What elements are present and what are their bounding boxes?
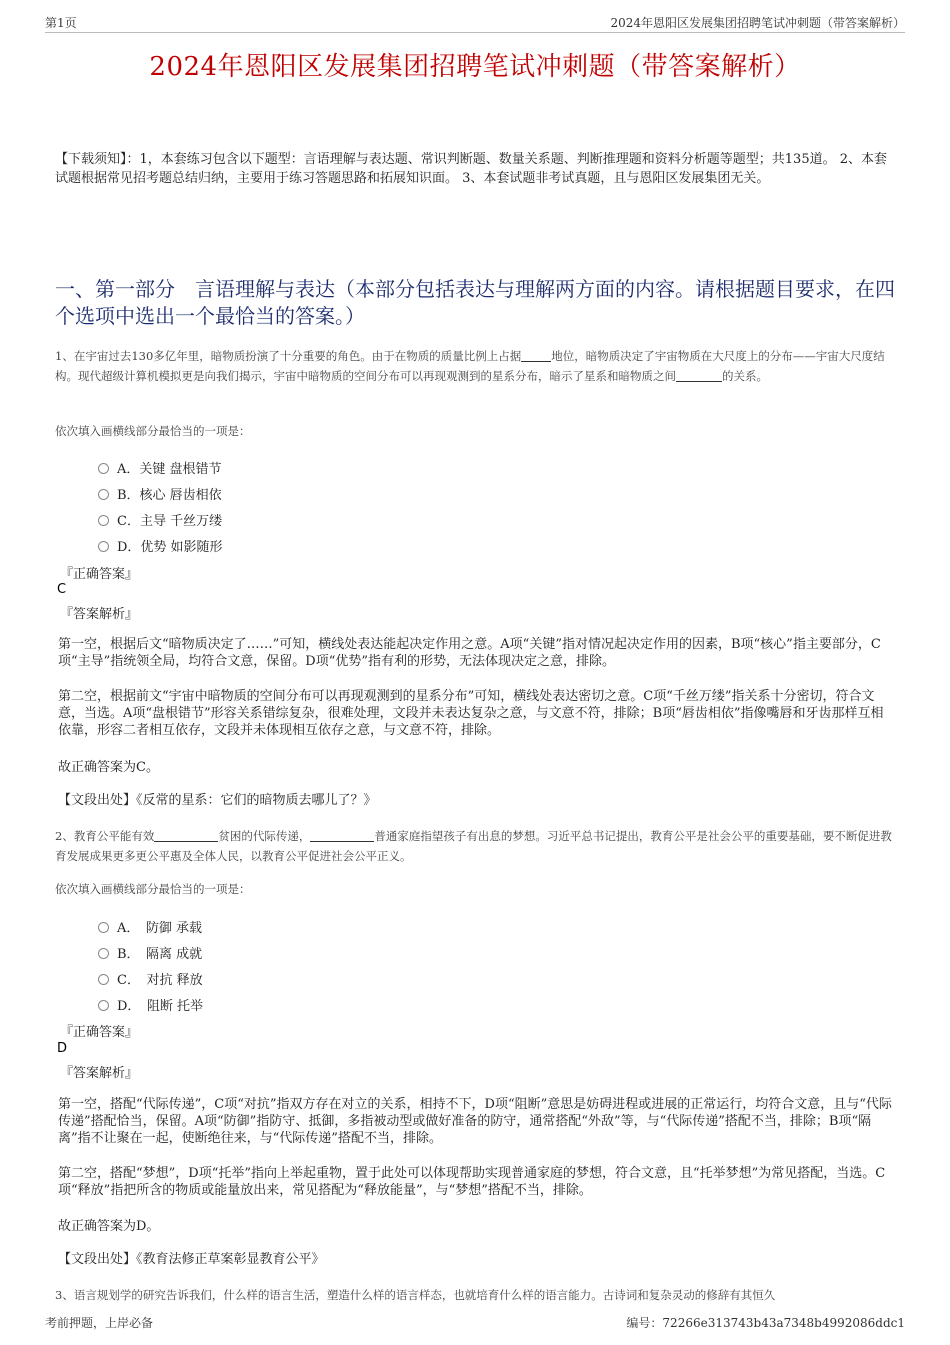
- q2-conclusion: 故正确答案为D。: [58, 1219, 160, 1234]
- q2-analysis-paragraph: 第二空，搭配“梦想”，D项“托举”指向上举起重物，置于此处可以体现帮助实现普通家庭的梦想，符合文意，且“托举梦想”为常见搭配，当选。C项“释放”指把所含的物质或能量放出来，常见搭配为“释放能量”，与“梦想”搭配不当，排除。: [58, 1166, 886, 1198]
- question-2-hint: 依次填入画横线部分最恰当的一项是：: [55, 882, 251, 896]
- section-heading: 一、第一部分 言语理解与表达（本部分包括表达与理解两方面的内容。请根据题目要求，在四个选项中选出一个最恰当的答案。）: [55, 277, 895, 328]
- q1-option-c[interactable]: C．主导 千丝万缕: [98, 510, 222, 529]
- q1-option-a[interactable]: A．关键 盘根错节: [98, 458, 222, 477]
- q1-analysis-paragraph: 第一空，根据后文“暗物质决定了……”可知，横线处表达能起决定作用之意。A项“关键”指对情况起决定作用的因素，B项“核心”指主要部分，C项“主导”指统领全局，均符合文意，保留。D项“优势”指有利的形势，无法体现决定之意，排除。: [58, 637, 881, 669]
- q1-answer: C: [57, 582, 67, 597]
- radio-icon[interactable]: [98, 515, 109, 526]
- document-title: 2024年恩阳区发展集团招聘笔试冲刺题（带答案解析）: [149, 52, 801, 82]
- q2-analysis-paragraph: 第一空，搭配“代际传递”，C项“对抗”指双方存在对立的关系，相持不下，D项“阻断”意思是妨碍进程或进展的正常运行，均符合文意，且与“代际传递”搭配恰当，保留。A项“防御”指防守、抵御，多指被动型或做好准备的防守，通常搭配“外敌”等，与“代际传递”搭配不当，排除；B项“隔离”指不让聚在一起，使断绝往来，与“代际传递”搭配不当，排除。: [58, 1097, 892, 1146]
- q1-source: 【文段出处】《反常的星系：它们的暗物质去哪儿了？》: [58, 793, 377, 808]
- q2-option-d[interactable]: D． 阻断 托举: [98, 995, 203, 1014]
- fill-blank: [676, 381, 722, 382]
- radio-icon[interactable]: [98, 489, 109, 500]
- q1-correct-label: 『正确答案』: [60, 567, 139, 582]
- q2-correct-label: 『正确答案』: [60, 1025, 139, 1040]
- question-2-stem: 2、教育公平能有效 贫困的代际传递， 普通家庭指望孩子有出息的梦想。习近平总书记提出，教育公平是社会公平的重要基础，要不断促进教育发展成果更多更公平惠及全体人民，以教育公平促进社会公平正义。: [55, 829, 892, 863]
- q2-option-a[interactable]: A． 防御 承载: [98, 917, 202, 936]
- q1-option-d[interactable]: D．优势 如影随形: [98, 536, 223, 555]
- q2-option-b[interactable]: B． 隔离 成就: [98, 943, 202, 962]
- footer-doc-id: 编号：72266e313743b43a7348b4992086ddc1: [626, 1316, 905, 1330]
- header-doc-title: 2024年恩阳区发展集团招聘笔试冲刺题（带答案解析）: [610, 16, 905, 30]
- fill-blank: [310, 841, 374, 842]
- q2-option-c[interactable]: C． 对抗 释放: [98, 969, 203, 988]
- page-header: [45, 14, 905, 33]
- footer-slogan: 考前押题，上岸必备: [45, 1316, 154, 1330]
- q2-source: 【文段出处】《教育法修正草案彰显教育公平》: [58, 1252, 325, 1267]
- question-1-hint: 依次填入画横线部分最恰当的一项是：: [55, 424, 251, 438]
- radio-icon[interactable]: [98, 922, 109, 933]
- q1-option-b[interactable]: B．核心 唇齿相依: [98, 484, 222, 503]
- q2-answer: D: [57, 1041, 68, 1056]
- q1-conclusion: 故正确答案为C。: [58, 760, 159, 775]
- download-notice: 【下载须知】：1，本套练习包含以下题型：言语理解与表达题、常识判断题、数量关系题、判断推理题和资料分析题等题型；共135道。 2、本套试题根据常见招考题总结归纳，主要用于练习答题思路和拓展知识面。 3、本套试题非考试真题，且与恩阳区发展集团无关。: [55, 152, 887, 186]
- question-3-stem: 3、语言规划学的研究告诉我们，什么样的语言生活，塑造什么样的语言样态，也就培育什么样的语言能力。古诗词和复杂灵动的修辞有其恒久: [55, 1288, 776, 1302]
- radio-icon[interactable]: [98, 541, 109, 552]
- q2-analysis-label: 『答案解析』: [60, 1066, 139, 1081]
- radio-icon[interactable]: [98, 948, 109, 959]
- fill-blank: [154, 841, 218, 842]
- q1-analysis-label: 『答案解析』: [60, 607, 139, 622]
- radio-icon[interactable]: [98, 1000, 109, 1011]
- question-1-stem: 1、在宇宙过去130多亿年里，暗物质扮演了十分重要的角色。由于在物质的质量比例上占据 地位，暗物质决定了宇宙物质在大尺度上的分布——宇宙大尺度结构。现代超级计算机模拟更是向我们揭示，宇宙中暗物质的空间分布可以再现观测到的星系分布，暗示了星系和暗物质之间 的关系。: [55, 349, 885, 383]
- radio-icon[interactable]: [98, 974, 109, 985]
- q1-analysis-paragraph: 第二空，根据前文“宇宙中暗物质的空间分布可以再现观测到的星系分布”可知，横线处表达密切之意。C项“千丝万缕”指关系十分密切，符合文意，当选。A项“盘根错节”形容关系错综复杂，很难处理，文段并未表达复杂之意，与文意不符，排除；B项“唇齿相依”指像嘴唇和牙齿那样互相依靠，形容二者相互依存，文段并未体现相互依存之意，与文意不符，排除。: [58, 689, 884, 738]
- radio-icon[interactable]: [98, 463, 109, 474]
- page-number: 第1页: [45, 16, 77, 30]
- fill-blank: [521, 361, 551, 362]
